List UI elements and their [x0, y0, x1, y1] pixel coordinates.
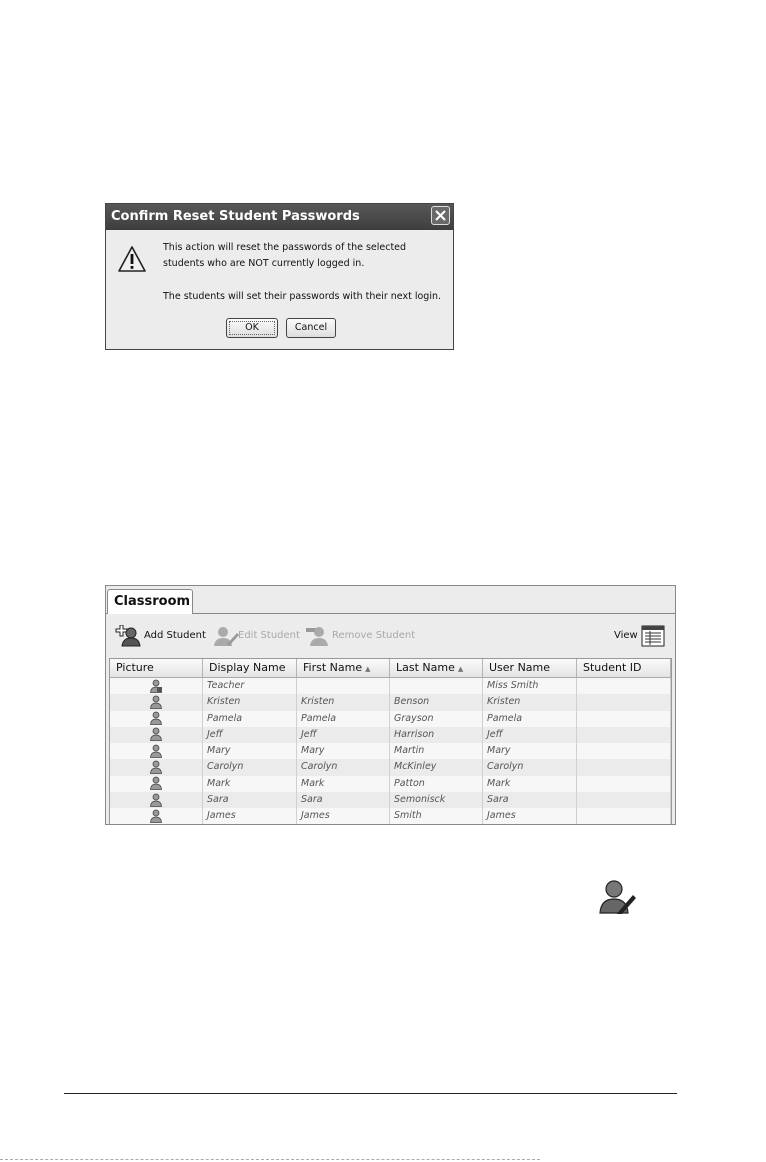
sort-arrow-icon: ▲ — [365, 665, 371, 673]
cell-user-name: James — [483, 808, 577, 824]
column-header[interactable]: Last Name ▲ — [390, 659, 483, 677]
cell-display-name: Jeff — [203, 727, 297, 743]
cell-student-id — [577, 808, 671, 824]
cell-first-name: Mark — [297, 776, 390, 792]
student-icon — [110, 792, 203, 808]
confirm-reset-dialog — [105, 203, 454, 350]
cell-user-name: Kristen — [483, 694, 577, 710]
cell-student-id — [577, 694, 671, 710]
cell-user-name: Sara — [483, 792, 577, 808]
classroom-toolbar — [106, 616, 675, 656]
view-label: View — [614, 630, 638, 641]
cell-student-id — [577, 792, 671, 808]
sort-arrow-icon: ▲ — [457, 665, 464, 673]
cell-user-name: Carolyn — [483, 759, 577, 775]
cell-first-name: Pamela — [297, 711, 390, 727]
remove-student-icon — [306, 625, 330, 647]
cell-last-name: Grayson — [390, 711, 483, 727]
student-icon — [110, 776, 203, 792]
cell-user-name: Pamela — [483, 711, 577, 727]
cell-user-name: Mary — [483, 743, 577, 759]
cell-student-id — [577, 727, 671, 743]
cell-user-name: Mark — [483, 776, 577, 792]
student-icon — [110, 743, 203, 759]
table-row[interactable] — [110, 776, 671, 792]
column-header[interactable]: User Name — [483, 659, 577, 677]
table-row[interactable] — [110, 694, 671, 710]
cell-last-name: Martin — [390, 743, 483, 759]
student-icon — [110, 808, 203, 824]
column-header[interactable]: Student ID — [577, 659, 671, 677]
student-icon — [110, 759, 203, 775]
student-table — [109, 658, 672, 825]
cell-display-name: Kristen — [203, 694, 297, 710]
cell-last-name: Semonisck — [390, 792, 483, 808]
add-student-icon — [114, 625, 142, 647]
cell-first-name: James — [297, 808, 390, 824]
cell-last-name: Patton — [390, 776, 483, 792]
cell-first-name: Jeff — [297, 727, 390, 743]
close-icon[interactable] — [431, 206, 450, 225]
column-header[interactable]: First Name ▲ — [297, 659, 390, 677]
add-student-label: Add Student — [144, 630, 206, 641]
message-line: students who are NOT currently logged in. — [163, 258, 365, 269]
message-line: This action will reset the passwords of the selected — [163, 242, 407, 253]
student-icon — [110, 694, 203, 710]
cell-last-name: Harrison — [390, 727, 483, 743]
cell-user-name: Miss Smith — [483, 678, 577, 694]
cell-last-name — [390, 678, 483, 694]
column-header[interactable]: Display Name — [203, 659, 297, 677]
table-row[interactable] — [110, 743, 671, 759]
tab-classroom[interactable]: Classroom — [107, 589, 193, 614]
table-row[interactable] — [110, 759, 671, 775]
dialog-title: Confirm Reset Student Passwords — [111, 209, 360, 224]
teacher-icon — [110, 678, 203, 694]
ok-button[interactable]: OK — [226, 318, 278, 338]
table-row[interactable] — [110, 678, 671, 694]
page-edge-line — [0, 1159, 540, 1160]
cell-last-name: Smith — [390, 808, 483, 824]
cancel-button[interactable]: Cancel — [286, 318, 336, 338]
table-row[interactable] — [110, 808, 671, 824]
table-header — [110, 659, 671, 678]
cell-display-name: Pamela — [203, 711, 297, 727]
table-row[interactable] — [110, 792, 671, 808]
cell-display-name: Mark — [203, 776, 297, 792]
cell-student-id — [577, 776, 671, 792]
classroom-panel — [105, 585, 676, 825]
cell-display-name: Mary — [203, 743, 297, 759]
remove-student-label: Remove Student — [332, 630, 416, 641]
cell-first-name: Kristen — [297, 694, 390, 710]
edit-student-icon — [213, 625, 239, 647]
cell-first-name: Carolyn — [297, 759, 390, 775]
cell-student-id — [577, 711, 671, 727]
cell-first-name — [297, 678, 390, 694]
cell-display-name: Sara — [203, 792, 297, 808]
message-line: The students will set their passwords with their next login. — [163, 291, 442, 302]
student-icon — [110, 711, 203, 727]
cell-last-name: McKinley — [390, 759, 483, 775]
cell-student-id — [577, 759, 671, 775]
cell-first-name: Mary — [297, 743, 390, 759]
cell-student-id — [577, 678, 671, 694]
table-row[interactable] — [110, 727, 671, 743]
cell-display-name: James — [203, 808, 297, 824]
cell-first-name: Sara — [297, 792, 390, 808]
cell-student-id — [577, 743, 671, 759]
column-header[interactable]: Picture — [110, 659, 203, 677]
warning-icon — [117, 245, 147, 273]
edit-student-icon — [599, 879, 637, 915]
table-row[interactable] — [110, 711, 671, 727]
cell-display-name: Carolyn — [203, 759, 297, 775]
cell-last-name: Benson — [390, 694, 483, 710]
edit-student-label: Edit Student — [238, 630, 300, 641]
cell-display-name: Teacher — [203, 678, 297, 694]
dialog-message — [163, 240, 453, 305]
table-view-icon — [641, 625, 665, 647]
footer-rule — [64, 1093, 677, 1094]
dialog-title-bar — [106, 204, 453, 230]
student-icon — [110, 727, 203, 743]
cell-user-name: Jeff — [483, 727, 577, 743]
